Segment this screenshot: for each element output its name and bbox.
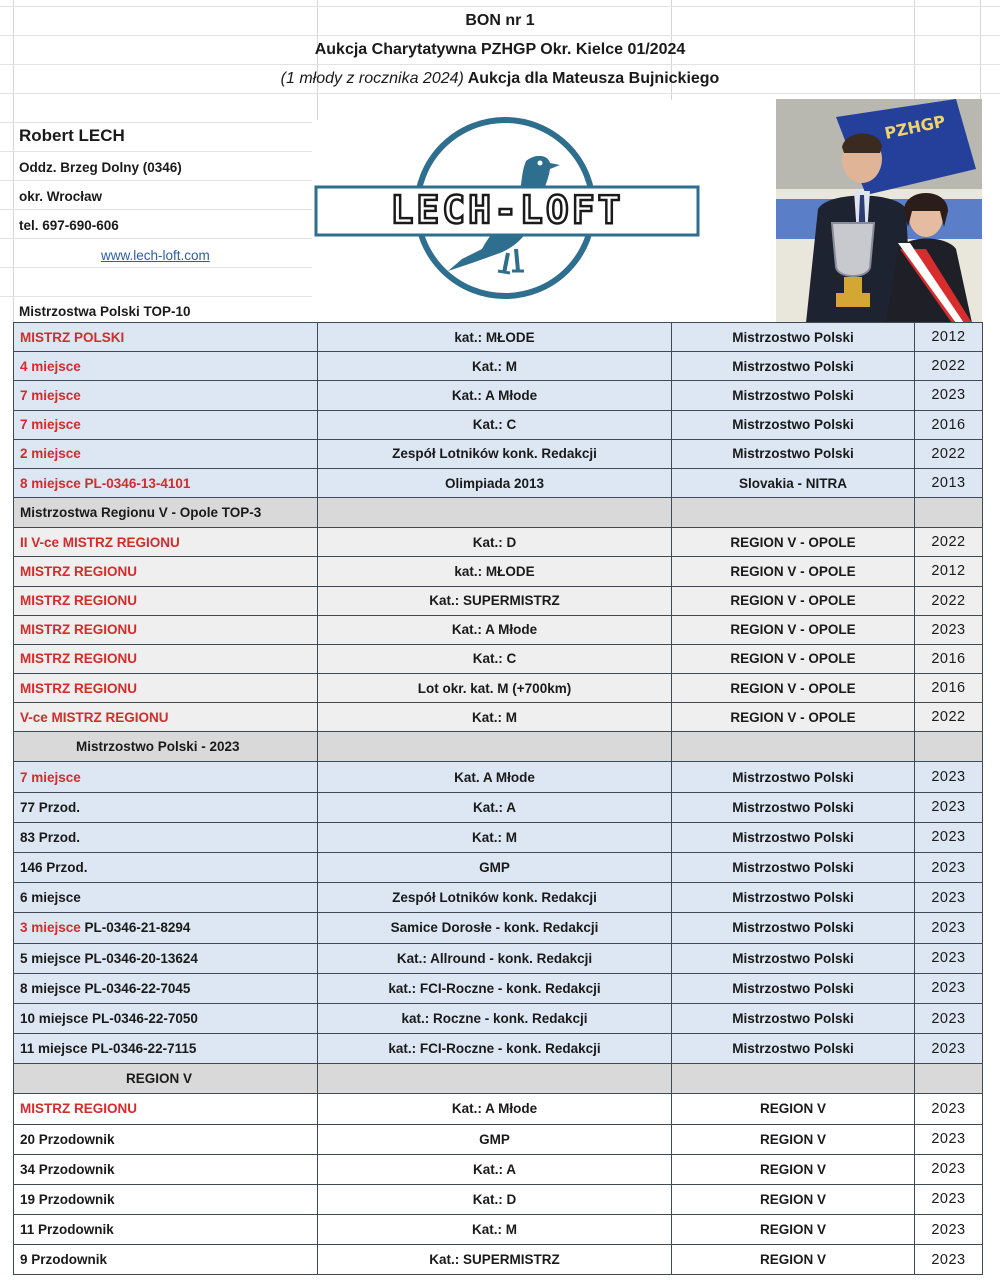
table-row bbox=[14, 352, 983, 381]
table-row bbox=[14, 528, 983, 557]
achievement-cell bbox=[14, 853, 318, 883]
year-cell: 2016 bbox=[915, 674, 983, 703]
year-cell: 2023 bbox=[915, 973, 983, 1003]
category-cell: Lot okr. kat. M (+700km) bbox=[318, 674, 672, 703]
achievement-cell bbox=[14, 792, 318, 822]
table-row bbox=[14, 822, 983, 852]
table-row bbox=[14, 410, 983, 439]
table-row bbox=[14, 762, 983, 792]
achievement-cell bbox=[14, 615, 318, 644]
achievement-highlight: 2 miejsce bbox=[20, 446, 81, 462]
achievement-cell bbox=[14, 883, 318, 913]
year-cell: 2012 bbox=[915, 323, 983, 352]
achievement-cell bbox=[14, 528, 318, 557]
section-title: Mistrzostwa Regionu V - Opole TOP-3 bbox=[14, 498, 318, 528]
category-cell: kat.: Roczne - konk. Redakcji bbox=[318, 1003, 672, 1033]
year-cell: 2022 bbox=[915, 439, 983, 468]
year-cell: 2023 bbox=[915, 1124, 983, 1154]
achievement-cell bbox=[14, 1154, 318, 1184]
achievement-cell bbox=[14, 1094, 318, 1124]
category-cell: Zespół Lotników konk. Redakcji bbox=[318, 439, 672, 468]
table-row bbox=[14, 1215, 983, 1245]
achievement-text: 9 Przodownik bbox=[20, 1252, 108, 1268]
trophy-photo bbox=[776, 99, 982, 323]
competition-cell: REGION V - OPOLE bbox=[672, 557, 915, 586]
achievement-text: 19 Przodownik bbox=[20, 1191, 115, 1207]
table-row bbox=[14, 1124, 983, 1154]
competition-cell: Mistrzostwo Polski bbox=[672, 822, 915, 852]
competition-cell: Mistrzostwo Polski bbox=[672, 883, 915, 913]
category-cell: Kat.: A Młode bbox=[318, 381, 672, 410]
table-row bbox=[14, 1003, 983, 1033]
table-row bbox=[14, 943, 983, 973]
owner-name: Robert LECH bbox=[19, 126, 125, 145]
empty-cell bbox=[672, 1064, 915, 1094]
year-cell: 2023 bbox=[915, 615, 983, 644]
year-cell: 2023 bbox=[915, 1245, 983, 1275]
table-row bbox=[14, 1094, 983, 1124]
achievement-cell bbox=[14, 762, 318, 792]
website-link[interactable]: www.lech-loft.com bbox=[101, 248, 210, 263]
table-row bbox=[14, 703, 983, 732]
achievement-cell bbox=[14, 468, 318, 497]
competition-cell: REGION V - OPOLE bbox=[672, 615, 915, 644]
achievement-text: 5 miejsce PL-0346-20-13624 bbox=[20, 950, 198, 966]
achievement-cell bbox=[14, 674, 318, 703]
category-cell: Kat.: M bbox=[318, 1215, 672, 1245]
table-row bbox=[14, 557, 983, 586]
achievement-text: 34 Przodownik bbox=[20, 1161, 115, 1177]
table-row bbox=[14, 674, 983, 703]
table-row bbox=[14, 439, 983, 468]
grid-line bbox=[0, 64, 1000, 65]
competition-cell: REGION V bbox=[672, 1245, 915, 1275]
category-cell: Kat.: Allround - konk. Redakcji bbox=[318, 943, 672, 973]
achievement-text: 10 miejsce PL-0346-22-7050 bbox=[20, 1011, 198, 1027]
year-cell: 2023 bbox=[915, 853, 983, 883]
competition-cell: Mistrzostwo Polski bbox=[672, 410, 915, 439]
table-row bbox=[14, 1245, 983, 1275]
achievement-highlight: MISTRZ REGIONU bbox=[20, 593, 137, 609]
achievement-text: 146 Przod. bbox=[20, 860, 88, 876]
achievement-highlight: MISTRZ REGIONU bbox=[20, 563, 137, 579]
logo-text: LECH-LOFT bbox=[390, 188, 624, 232]
achievement-highlight: 7 miejsce bbox=[20, 417, 81, 433]
achievement-cell bbox=[14, 913, 318, 943]
auction-title: Aukcja Charytatywna PZHGP Okr. Kielce 01/2024 bbox=[314, 41, 686, 58]
competition-cell: Mistrzostwo Polski bbox=[672, 323, 915, 352]
year-cell: 2012 bbox=[915, 557, 983, 586]
achievement-highlight: 3 miejsce bbox=[20, 920, 81, 936]
year-cell: 2023 bbox=[915, 1184, 983, 1214]
competition-cell: Mistrzostwo Polski bbox=[672, 352, 915, 381]
empty-cell bbox=[915, 732, 983, 762]
category-cell: Kat.: A bbox=[318, 1154, 672, 1184]
competition-cell: Mistrzostwo Polski bbox=[672, 762, 915, 792]
table-row bbox=[14, 381, 983, 410]
results-table bbox=[13, 322, 983, 1275]
grid-line bbox=[0, 267, 312, 268]
grid-line bbox=[0, 6, 1000, 7]
category-cell: Kat. A Młode bbox=[318, 762, 672, 792]
year-cell: 2023 bbox=[915, 822, 983, 852]
achievement-highlight: 7 miejsce bbox=[20, 387, 81, 403]
category-cell: Kat.: M bbox=[318, 822, 672, 852]
achievement-cell bbox=[14, 381, 318, 410]
category-cell: Zespół Lotników konk. Redakcji bbox=[318, 883, 672, 913]
achievement-cell bbox=[14, 410, 318, 439]
category-cell: Kat.: SUPERMISTRZ bbox=[318, 1245, 672, 1275]
achievement-text: 20 Przodownik bbox=[20, 1131, 115, 1147]
auction-subtitle bbox=[0, 70, 1000, 88]
achievement-cell bbox=[14, 323, 318, 352]
table-row bbox=[14, 1154, 983, 1184]
empty-cell bbox=[672, 732, 915, 762]
category-cell: kat.: MŁODE bbox=[318, 557, 672, 586]
competition-cell: Mistrzostwo Polski bbox=[672, 1003, 915, 1033]
achievement-highlight: MISTRZ REGIONU bbox=[20, 680, 137, 696]
year-cell: 2023 bbox=[915, 1003, 983, 1033]
competition-cell: REGION V - OPOLE bbox=[672, 528, 915, 557]
section-header-row bbox=[14, 1064, 983, 1094]
competition-cell: REGION V - OPOLE bbox=[672, 586, 915, 615]
category-cell: Olimpiada 2013 bbox=[318, 468, 672, 497]
year-cell: 2023 bbox=[915, 381, 983, 410]
competition-cell: Mistrzostwo Polski bbox=[672, 913, 915, 943]
grid-line bbox=[0, 122, 312, 123]
achievement-cell bbox=[14, 1034, 318, 1064]
competition-cell: REGION V bbox=[672, 1184, 915, 1214]
category-cell: Samice Dorosłe - konk. Redakcji bbox=[318, 913, 672, 943]
year-cell: 2023 bbox=[915, 883, 983, 913]
category-cell: kat.: MŁODE bbox=[318, 323, 672, 352]
table-row bbox=[14, 615, 983, 644]
achievement-cell bbox=[14, 1215, 318, 1245]
achievement-cell bbox=[14, 352, 318, 381]
owner-phone: tel. 697-690-606 bbox=[19, 218, 119, 233]
competition-cell: REGION V bbox=[672, 1215, 915, 1245]
year-cell: 2023 bbox=[915, 1034, 983, 1064]
achievement-highlight: MISTRZ POLSKI bbox=[20, 329, 125, 345]
year-cell: 2023 bbox=[915, 943, 983, 973]
top-section-label: Mistrzostwa Polski TOP-10 bbox=[19, 304, 191, 319]
competition-cell: Mistrzostwo Polski bbox=[672, 1034, 915, 1064]
achievement-text: 11 miejsce PL-0346-22-7115 bbox=[20, 1041, 197, 1057]
achievement-text: 77 Przod. bbox=[20, 799, 81, 815]
table-row bbox=[14, 323, 983, 352]
achievement-cell bbox=[14, 557, 318, 586]
achievement-cell bbox=[14, 973, 318, 1003]
competition-cell: REGION V bbox=[672, 1154, 915, 1184]
year-cell: 2022 bbox=[915, 352, 983, 381]
empty-cell bbox=[672, 498, 915, 528]
achievement-highlight: 4 miejsce bbox=[20, 358, 81, 374]
category-cell: Kat.: SUPERMISTRZ bbox=[318, 586, 672, 615]
year-cell: 2022 bbox=[915, 586, 983, 615]
category-cell: Kat.: D bbox=[318, 1184, 672, 1214]
table-row bbox=[14, 1184, 983, 1214]
owner-district: okr. Wrocław bbox=[19, 189, 103, 204]
competition-cell: Slovakia - NITRA bbox=[672, 468, 915, 497]
category-cell: GMP bbox=[318, 853, 672, 883]
table-row bbox=[14, 973, 983, 1003]
achievement-highlight: 8 miejsce PL-0346-13-4101 bbox=[20, 475, 191, 491]
empty-cell bbox=[318, 732, 672, 762]
category-cell: Kat.: A bbox=[318, 792, 672, 822]
competition-cell: Mistrzostwo Polski bbox=[672, 973, 915, 1003]
achievement-text: 8 miejsce PL-0346-22-7045 bbox=[20, 980, 191, 996]
grid-line bbox=[0, 35, 1000, 36]
achievement-text: 83 Przod. bbox=[20, 829, 81, 845]
achievement-cell bbox=[14, 586, 318, 615]
owner-info bbox=[19, 126, 210, 265]
competition-cell: Mistrzostwo Polski bbox=[672, 381, 915, 410]
empty-cell bbox=[318, 1064, 672, 1094]
section-title: Mistrzostwo Polski - 2023 bbox=[14, 732, 318, 762]
subtitle-bold: Aukcja dla Mateusza Bujnickiego bbox=[467, 70, 720, 87]
achievement-cell bbox=[14, 1245, 318, 1275]
year-cell: 2016 bbox=[915, 410, 983, 439]
subtitle-italic: (1 młody z rocznika 2024) bbox=[280, 70, 464, 87]
achievement-cell bbox=[14, 439, 318, 468]
year-cell: 2023 bbox=[915, 1094, 983, 1124]
category-cell: Kat.: M bbox=[318, 703, 672, 732]
competition-cell: REGION V - OPOLE bbox=[672, 644, 915, 673]
table-row bbox=[14, 644, 983, 673]
lech-loft-logo bbox=[312, 113, 702, 303]
section-header-row bbox=[14, 498, 983, 528]
category-cell: GMP bbox=[318, 1124, 672, 1154]
grid-line bbox=[0, 93, 1000, 94]
achievement-highlight: 7 miejsce bbox=[20, 769, 81, 785]
table-row bbox=[14, 792, 983, 822]
trophy-icon bbox=[832, 223, 874, 276]
empty-cell bbox=[915, 1064, 983, 1094]
year-cell: 2023 bbox=[915, 762, 983, 792]
category-cell: Kat.: A Młode bbox=[318, 615, 672, 644]
achievement-highlight: V-ce MISTRZ REGIONU bbox=[20, 709, 169, 725]
competition-cell: REGION V bbox=[672, 1124, 915, 1154]
table-row bbox=[14, 853, 983, 883]
achievement-cell bbox=[14, 943, 318, 973]
bon-title: BON nr 1 bbox=[465, 12, 535, 29]
grid-line bbox=[0, 296, 312, 297]
category-cell: Kat.: M bbox=[318, 352, 672, 381]
category-cell: Kat.: C bbox=[318, 410, 672, 439]
empty-cell bbox=[318, 498, 672, 528]
year-cell: 2022 bbox=[915, 528, 983, 557]
category-cell: Kat.: A Młode bbox=[318, 1094, 672, 1124]
achievement-cell bbox=[14, 1124, 318, 1154]
empty-cell bbox=[915, 498, 983, 528]
achievement-text: 11 Przodownik bbox=[20, 1222, 114, 1238]
achievement-highlight: MISTRZ REGIONU bbox=[20, 1101, 137, 1117]
section-header-row bbox=[14, 732, 983, 762]
competition-cell: REGION V - OPOLE bbox=[672, 674, 915, 703]
competition-cell: Mistrzostwo Polski bbox=[672, 792, 915, 822]
table-row bbox=[14, 1034, 983, 1064]
achievement-cell bbox=[14, 822, 318, 852]
year-cell: 2023 bbox=[915, 1154, 983, 1184]
competition-cell: Mistrzostwo Polski bbox=[672, 943, 915, 973]
banner-text: PZHGP bbox=[882, 111, 948, 143]
table-row bbox=[14, 913, 983, 943]
year-cell: 2023 bbox=[915, 913, 983, 943]
achievement-text: 6 miejsce bbox=[20, 890, 81, 906]
achievement-cell bbox=[14, 1003, 318, 1033]
year-cell: 2023 bbox=[915, 1215, 983, 1245]
achievement-highlight: MISTRZ REGIONU bbox=[20, 622, 137, 638]
table-row bbox=[14, 468, 983, 497]
achievement-text: PL-0346-21-8294 bbox=[80, 920, 191, 936]
competition-cell: REGION V bbox=[672, 1094, 915, 1124]
year-cell: 2022 bbox=[915, 703, 983, 732]
achievement-highlight: II V-ce MISTRZ REGIONU bbox=[20, 534, 180, 550]
owner-branch: Oddz. Brzeg Dolny (0346) bbox=[19, 160, 182, 175]
category-cell: Kat.: C bbox=[318, 644, 672, 673]
competition-cell: REGION V - OPOLE bbox=[672, 703, 915, 732]
achievement-highlight: MISTRZ REGIONU bbox=[20, 651, 137, 667]
competition-cell: Mistrzostwo Polski bbox=[672, 439, 915, 468]
category-cell: kat.: FCI-Roczne - konk. Redakcji bbox=[318, 1034, 672, 1064]
category-cell: kat.: FCI-Roczne - konk. Redakcji bbox=[318, 973, 672, 1003]
table-row bbox=[14, 883, 983, 913]
achievement-cell bbox=[14, 703, 318, 732]
section-title: REGION V bbox=[14, 1064, 318, 1094]
competition-cell: Mistrzostwo Polski bbox=[672, 853, 915, 883]
table-row bbox=[14, 586, 983, 615]
year-cell: 2023 bbox=[915, 792, 983, 822]
year-cell: 2016 bbox=[915, 644, 983, 673]
achievement-cell bbox=[14, 1184, 318, 1214]
category-cell: Kat.: D bbox=[318, 528, 672, 557]
year-cell: 2013 bbox=[915, 468, 983, 497]
achievement-cell bbox=[14, 644, 318, 673]
